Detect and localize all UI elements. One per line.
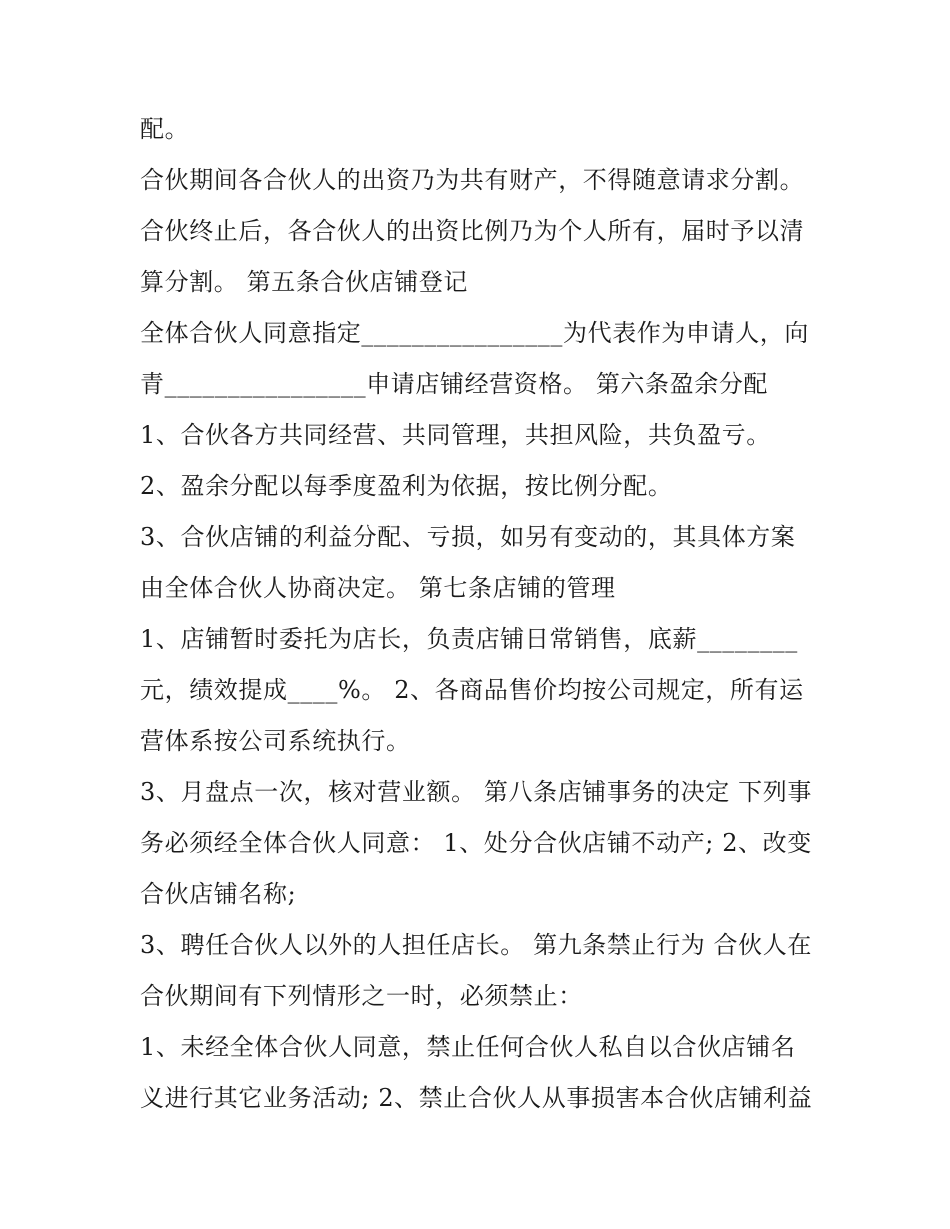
text-line: 合伙终止后，各合伙人的出资比例乃为个人所有，届时予以清 — [140, 217, 805, 245]
text-line: 3、合伙店铺的利益分配、亏损，如另有变动的，其具体方案 — [140, 523, 796, 551]
text-line: 1、合伙各方共同经营、共同管理，共担风险，共负盈亏。 — [140, 421, 771, 449]
text-line: 青________________申请店铺经营资格。 第六条盈余分配 — [140, 370, 769, 398]
text-line: 义进行其它业务活动; 2、禁止合伙人从事损害本合伙店铺利益 — [140, 1084, 813, 1112]
text-line: 合伙期间各合伙人的出资乃为共有财产，不得随意请求分割。 — [140, 166, 805, 194]
text-line: 算分割。 第五条合伙店铺登记 — [140, 268, 469, 296]
text-line: 1、店铺暂时委托为店长，负责店铺日常销售，底薪________ — [140, 625, 798, 653]
text-line: 合伙期间有下列情形之一时，必须禁止： — [140, 982, 583, 1010]
text-line: 营体系按公司系统执行。 — [140, 727, 411, 755]
text-line: 由全体合伙人协商决定。 第七条店铺的管理 — [140, 574, 616, 602]
text-line: 务必须经全体合伙人同意： 1、处分合伙店铺不动产; 2、改变 — [140, 829, 812, 857]
text-line: 3、月盘点一次，核对营业额。 第八条店铺事务的决定 下列事 — [140, 778, 812, 806]
text-line: 元，绩效提成____%。 2、各商品售价均按公司规定，所有运 — [140, 676, 804, 704]
text-line: 2、盈余分配以每季度盈利为依据，按比例分配。 — [140, 472, 673, 500]
text-line: 3、聘任合伙人以外的人担任店长。 第九条禁止行为 合伙人在 — [140, 931, 812, 959]
text-line: 1、未经全体合伙人同意，禁止任何合伙人私自以合伙店铺名 — [140, 1033, 796, 1061]
text-line: 配。 — [140, 115, 190, 143]
document-body — [140, 104, 830, 1124]
text-line: 全体合伙人同意指定________________为代表作为申请人，向 — [140, 319, 809, 347]
text-line: 合伙店铺名称; — [140, 880, 297, 908]
